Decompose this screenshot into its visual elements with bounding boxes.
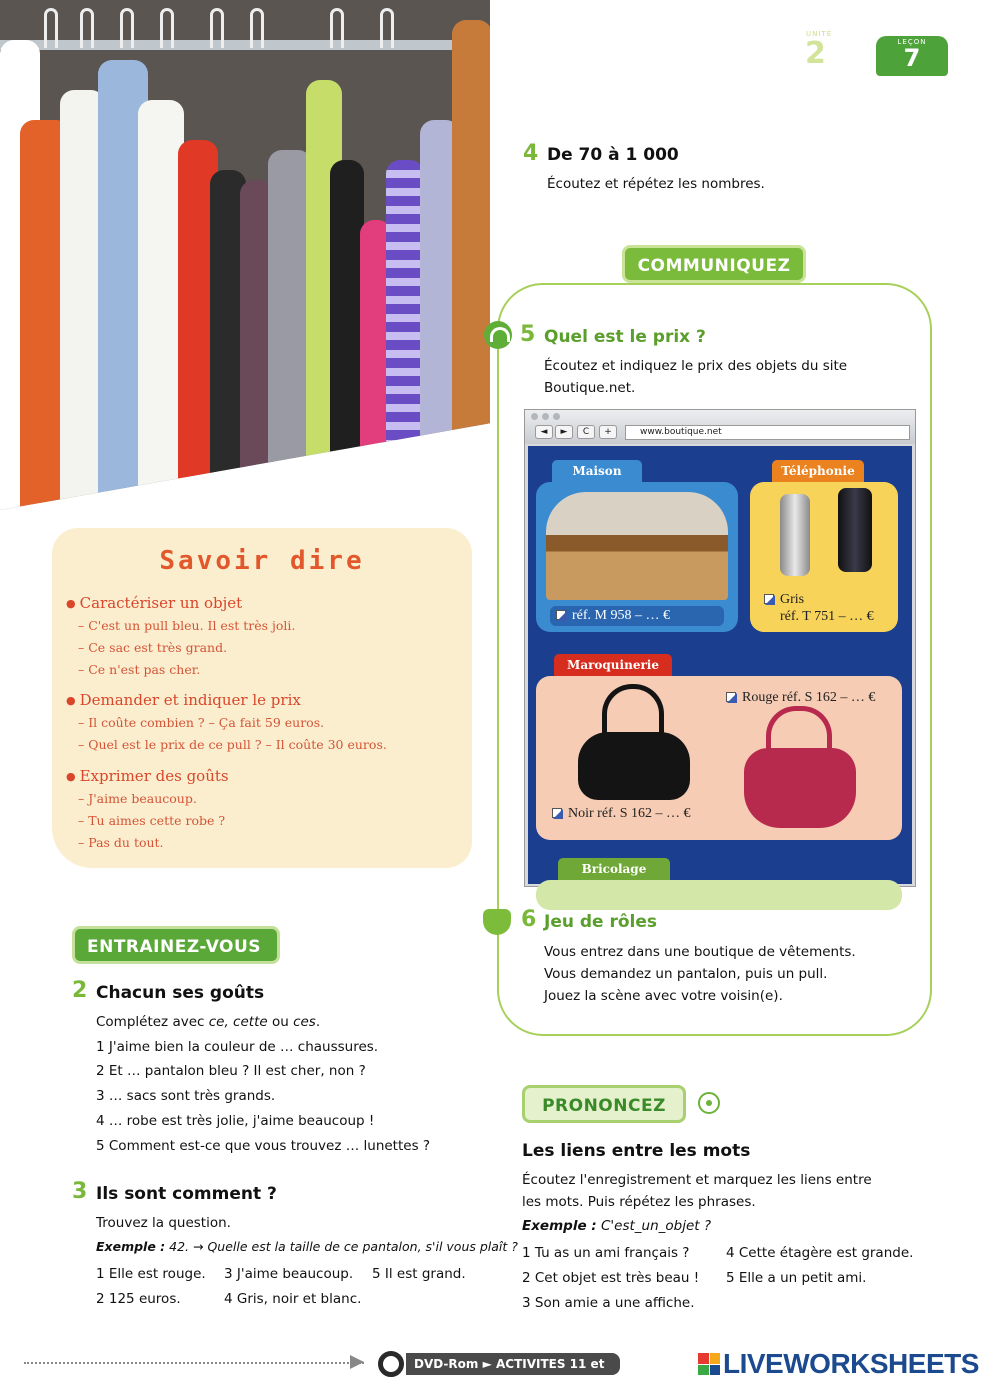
exercise-4-instruction: Écoutez et répétez les nombres. — [547, 176, 765, 192]
section-line: – J'aime beaucoup. — [78, 791, 197, 806]
prononcez-item: 2 Cet objet est très beau ! — [522, 1270, 700, 1286]
unit-label: UNITÉ — [806, 30, 833, 38]
exercise-2-item: 1 J'aime bien la couleur de … chaussures. — [96, 1039, 379, 1055]
exercise-3-number: 3 — [72, 1179, 88, 1204]
exercise-2-item: 3 … sacs sont très grands. — [96, 1088, 276, 1104]
section-heading: ● Caractériser un objet — [66, 592, 295, 615]
hanger-hook — [250, 8, 264, 48]
exercise-6-line: Vous demandez un pantalon, puis un pull. — [544, 966, 828, 982]
section-line: – Il coûte combien ? – Ça fait 59 euros. — [78, 715, 325, 730]
telephonie-panel — [750, 482, 898, 632]
dvd-icon — [378, 1351, 404, 1377]
exercise-6-title: Jeu de rôles — [544, 912, 658, 932]
liveworksheets-logo-text: LIVEWORKSHEETS — [723, 1348, 979, 1379]
exercise-6-line: Jouez la scène avec votre voisin(e). — [544, 988, 783, 1004]
black-phone-image — [838, 488, 872, 572]
tab-maison[interactable]: Maison — [552, 460, 642, 482]
prononcez-instruction-line2: les mots. Puis répétez les phrases. — [522, 1194, 756, 1210]
exercise-2-item: 5 Comment est-ce que vous trouvez … lunettes ? — [96, 1138, 431, 1154]
exercise-2-title: Chacun ses goûts — [96, 983, 265, 1003]
hanger-hook — [80, 8, 94, 48]
prononcez-item: 3 Son amie a une affiche. — [522, 1295, 695, 1311]
section-line: – Ce n'est pas cher. — [78, 662, 201, 677]
headphones-icon — [484, 321, 512, 349]
hanger-hook — [44, 8, 58, 48]
unit-lesson-badge — [800, 26, 950, 78]
section-line: – Quel est le prix de ce pull ? – Il coûte 30 euros. — [78, 737, 387, 752]
section-line: – Pas du tout. — [78, 835, 164, 850]
section-line: – C'est un pull bleu. Il est très joli. — [78, 618, 296, 633]
checkbox-icon[interactable] — [552, 808, 562, 818]
garment — [452, 20, 490, 490]
checkbox-icon[interactable] — [764, 594, 774, 604]
exercise-5-instruction-line1: Écoutez et indiquez le prix des objets du site — [544, 358, 848, 374]
bag-red-ref: Rouge réf. S 162 – … € — [726, 690, 875, 705]
exercise-4-title: De 70 à 1 000 — [547, 145, 679, 165]
exercise-2-number: 2 — [72, 978, 88, 1003]
exercise-3-item: 1 Elle est rouge. — [96, 1266, 206, 1282]
prononcez-item: 5 Elle a un petit ami. — [726, 1270, 867, 1286]
bag-black-ref: Noir réf. S 162 – … € — [552, 806, 691, 821]
savoir-dire-box — [52, 528, 472, 868]
savoir-dire-section — [66, 689, 387, 756]
address-bar[interactable]: www.boutique.net — [625, 425, 910, 440]
section-line: – Tu aimes cette robe ? — [78, 813, 226, 828]
exercise-5-instruction-line2: Boutique.net. — [544, 380, 636, 396]
hanger-hook — [330, 8, 344, 48]
bricolage-panel — [536, 880, 902, 910]
browser-toolbar — [525, 410, 915, 444]
dining-table-image — [546, 492, 728, 600]
lesson-tab — [876, 36, 948, 76]
back-button[interactable]: ◄ — [535, 425, 553, 439]
clothes-rail — [0, 40, 490, 50]
browser-window — [524, 409, 916, 887]
add-tab-button[interactable]: + — [599, 425, 617, 439]
section-heading: ● Exprimer des goûts — [66, 765, 229, 788]
garment — [386, 160, 424, 510]
prononcez-item: 1 Tu as un ami français ? — [522, 1245, 690, 1261]
maison-panel — [536, 482, 738, 632]
exercise-3-item: 2 125 euros. — [96, 1291, 181, 1307]
tab-bricolage[interactable]: Bricolage — [558, 858, 670, 880]
window-controls — [531, 413, 560, 420]
prononcez-item: 4 Cette étagère est grande. — [726, 1245, 914, 1261]
dvd-rom-banner[interactable]: DVD-Rom ► ACTIVITES 11 et 12 — [406, 1353, 620, 1375]
black-bag-handle — [602, 684, 664, 748]
red-bag-handle — [766, 706, 832, 762]
forward-button[interactable]: ► — [555, 425, 573, 439]
exercise-6-line: Vous entrez dans une boutique de vêtements. — [544, 944, 856, 960]
telephone-color: Gris — [764, 592, 804, 607]
checkbox-icon[interactable] — [726, 692, 736, 702]
maroquinerie-panel — [536, 676, 902, 840]
prononcez-example: Exemple : C'est_un_objet ? — [522, 1218, 712, 1234]
garment — [330, 160, 364, 510]
lesson-number: 7 — [903, 44, 921, 72]
exercise-2-item: 2 Et … pantalon bleu ? Il est cher, non ? — [96, 1063, 366, 1079]
section-line: – Ce sac est très grand. — [78, 640, 228, 655]
exercise-3-item: 3 J'aime beaucoup. — [224, 1266, 354, 1282]
checkbox-icon[interactable] — [556, 610, 566, 620]
prononcez-instruction-line1: Écoutez l'enregistrement et marquez les liens entre — [522, 1172, 872, 1188]
savoir-dire-section — [66, 592, 295, 681]
liveworksheets-mark-icon — [698, 1353, 720, 1375]
telephone-ref: réf. T 751 – … € — [780, 609, 874, 624]
silver-phone-image — [780, 494, 810, 576]
boutique-site — [528, 446, 912, 884]
exercise-3-title: Ils sont comment ? — [96, 1184, 277, 1204]
entrainez-vous-banner: ENTRAINEZ-VOUS — [72, 926, 280, 964]
tab-maroquinerie[interactable]: Maroquinerie — [554, 654, 672, 676]
exercise-3-item: 5 Il est grand. — [372, 1266, 466, 1282]
exercise-3-item: 4 Gris, noir et blanc. — [224, 1291, 362, 1307]
unit-number: 2 — [805, 36, 826, 71]
hanger-hook — [380, 8, 394, 48]
footer-dotted-line — [24, 1362, 364, 1364]
audio-cd-icon[interactable] — [698, 1092, 720, 1114]
arrow-right-icon — [350, 1355, 364, 1369]
exercise-5-title: Quel est le prix ? — [544, 327, 706, 347]
section-heading: ● Demander et indiquer le prix — [66, 689, 387, 712]
lesson-label: LEÇON — [897, 38, 927, 46]
exercise-3-instruction: Trouvez la question. — [96, 1215, 231, 1231]
clothes-rack-photo — [0, 0, 490, 510]
tab-telephonie[interactable]: Téléphonie — [772, 460, 864, 482]
maison-ref: réf. M 958 – … € — [550, 606, 724, 626]
hanger-hook — [120, 8, 134, 48]
prononcez-banner: PRONONCEZ — [522, 1085, 686, 1123]
exercise-5-number: 5 — [520, 322, 536, 347]
hanger-hook — [210, 8, 224, 48]
savoir-dire-title: Savoir dire — [159, 546, 365, 576]
reload-button[interactable]: C — [577, 425, 595, 439]
exercise-2-item: 4 … robe est très jolie, j'aime beaucoup ! — [96, 1113, 375, 1129]
exercise-3-example: Exemple : 42. → Quelle est la taille de ce pantalon, s'il vous plaît ? — [96, 1239, 518, 1254]
exercise-2-instruction: Complétez avec ce, cette ou ces. — [96, 1014, 321, 1030]
communiquez-banner: COMMUNIQUEZ — [622, 245, 806, 283]
exercise-6-number: 6 — [521, 907, 537, 932]
hanger-hook — [160, 8, 174, 48]
liveworksheets-logo[interactable] — [698, 1348, 979, 1380]
savoir-dire-section — [66, 765, 229, 854]
prononcez-title: Les liens entre les mots — [522, 1141, 751, 1161]
exercise-4-number: 4 — [523, 141, 539, 166]
